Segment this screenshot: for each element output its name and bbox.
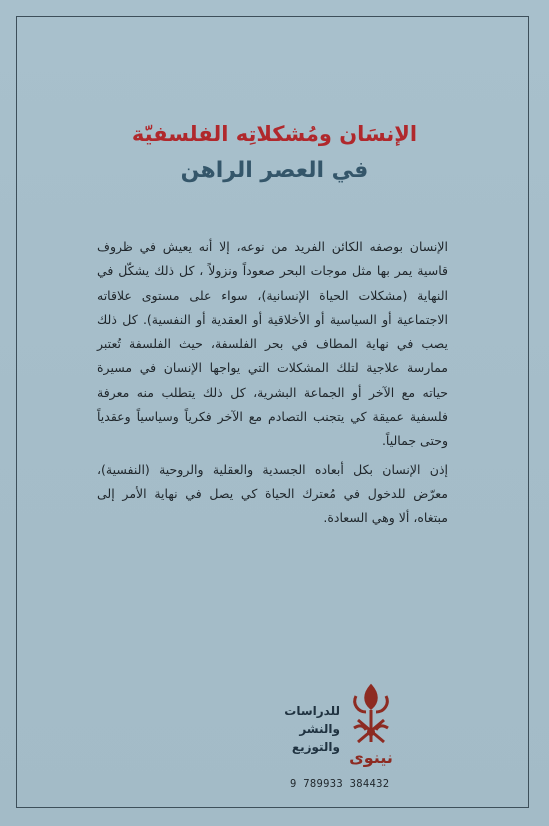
- blurb-paragraph-2: إذن الإنسان بكل أبعاده الجسدية والعقلية والروحية (النفسية)، معرّض للدخول في مُعترك الحياة كي يصل في نهاية الأمر إلى مبتغاه، ألا وهي السعادة.: [97, 461, 448, 526]
- blurb-paragraph-1: الإنسان بوصفه الكائن الفريد من نوعه، إلا أنه يعيش في ظروف قاسية يمر بها مثل موجات البحر صعوداً ونزولاً ، كل ذلك يشكّل في النهاية (مشكلات الحياة الإنسانية)، سواء على مستوى علاقاته الاجتماعية أو السياسية أو الأخلاقية أو العقدية أو النفسية). كل ذلك يصب في نهاية المطاف في بحر الفلسفة، حيث الفلسفة تُعتبر ممارسة علاجية لتلك المشكلات التي يواجها الإنسان في مسيرة حياته مع الآخر أو الجماعة البشرية، كل ذلك يتطلب منه معرفة فلسفية عميقة كي يتجنب التصادم مع الآخر فكرياً وسياسياً وعقدياً وحتى جمالياً.: [97, 239, 448, 449]
- book-title: الإنسَان ومُشكلاتِه الفلسفيّة: [131, 122, 418, 146]
- publisher-tagline: [270, 702, 340, 756]
- isbn-number: 9 789933 384432: [290, 778, 390, 790]
- book-subtitle: في العصر الراهن: [180, 158, 369, 183]
- publisher-logo-name: نينوى: [349, 748, 393, 767]
- publisher-line-2: والنشر: [299, 722, 340, 736]
- publisher-line-1: للدراسات: [284, 704, 340, 718]
- publisher-logo: [336, 680, 406, 780]
- publisher-line-3: والتوزيع: [291, 740, 340, 754]
- ninawa-emblem-icon: [336, 680, 406, 750]
- blurb-text: [97, 235, 448, 535]
